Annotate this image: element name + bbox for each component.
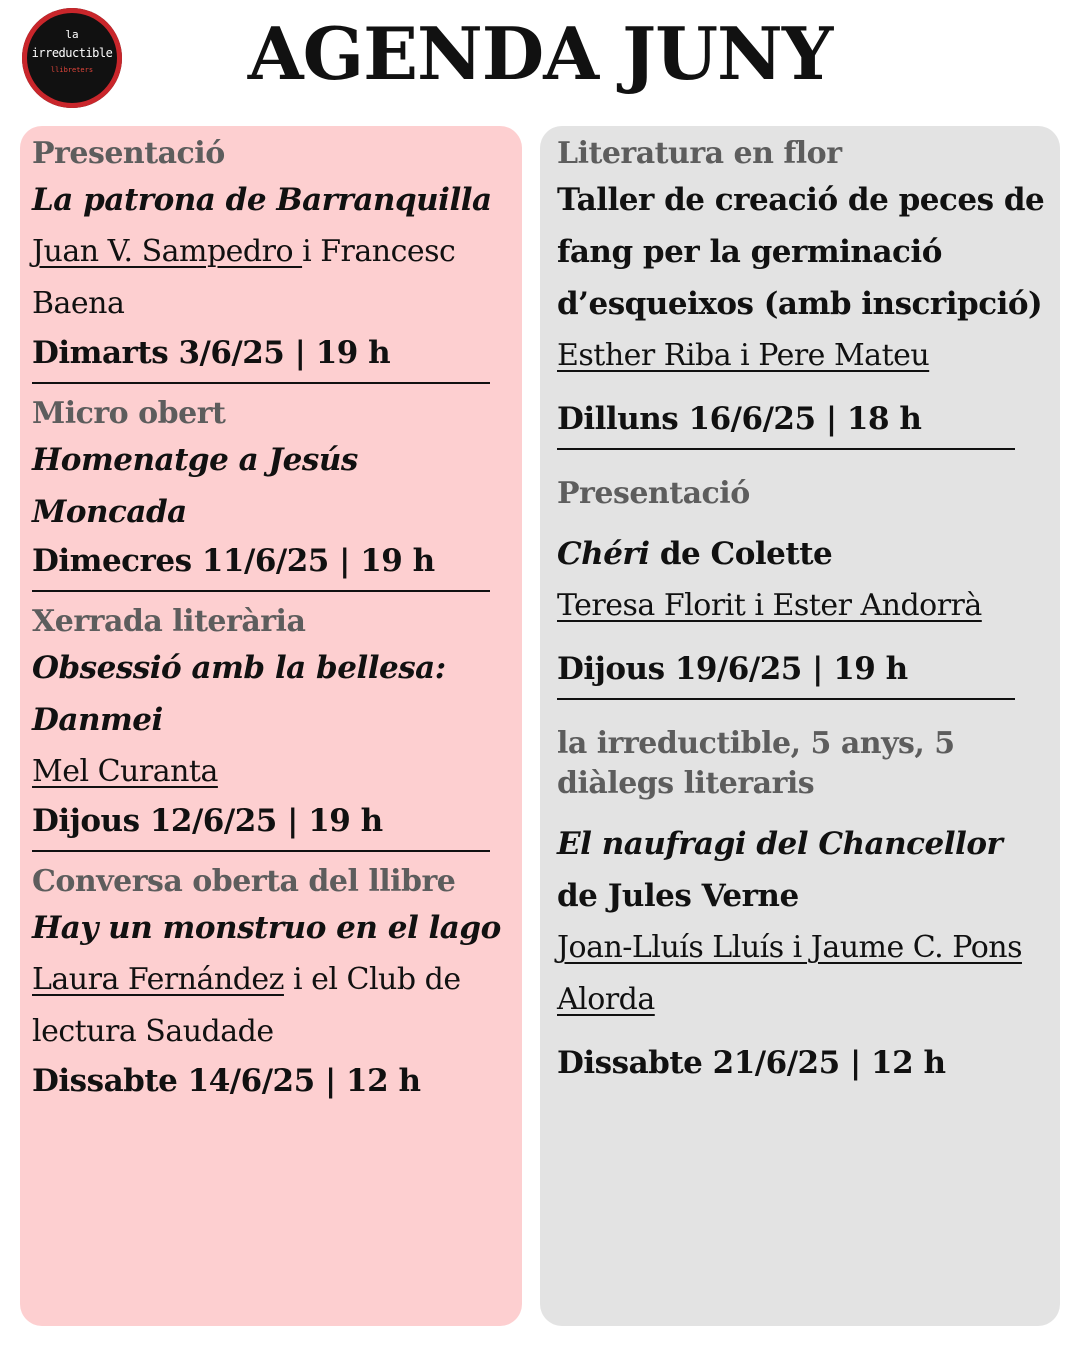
event-category: Presentació xyxy=(557,476,750,511)
event-date: Dimecres 11/6/25 | 19 h xyxy=(32,543,435,579)
event-work-title: Taller de creació de peces de fang per la germinació d’esqueixos (amb inscripció) xyxy=(557,182,1045,322)
event-date: Dijous 19/6/25 | 19 h xyxy=(557,651,908,687)
event-category: Conversa oberta del llibre xyxy=(32,864,456,899)
event-people xyxy=(557,922,1050,1026)
event-date: Dissabte 21/6/25 | 12 h xyxy=(557,1045,946,1081)
event-work-title xyxy=(557,528,1050,580)
divider xyxy=(557,448,1015,450)
event-people-rest: i el Club de lectura Saudade xyxy=(32,962,461,1049)
event-work-title: Homenatge a Jesús Moncada xyxy=(32,442,358,530)
event-work-title xyxy=(557,818,1050,922)
event-card xyxy=(557,474,1050,692)
event-category: Micro obert xyxy=(32,396,226,431)
event-category: Presentació xyxy=(32,136,225,171)
divider xyxy=(32,850,490,852)
event-people xyxy=(32,746,512,798)
event-card xyxy=(32,134,512,376)
event-date: Dimarts 3/6/25 | 19 h xyxy=(32,335,391,371)
event-work-title: Hay un monstruo en el lago xyxy=(32,910,501,946)
page-title: AGENDA JUNY xyxy=(247,11,833,96)
event-work-italic: El naufragi del Chancellor xyxy=(557,826,1003,862)
event-people-link[interactable]: Esther Riba i Pere Mateu xyxy=(557,338,930,373)
event-people-link[interactable]: Laura Fernández xyxy=(32,962,284,997)
event-people xyxy=(557,330,1050,382)
event-card xyxy=(557,724,1050,1086)
left-column xyxy=(20,126,522,1326)
logo-text-la: la xyxy=(65,28,79,41)
divider xyxy=(557,698,1015,700)
event-date: Dissabte 14/6/25 | 12 h xyxy=(32,1063,421,1099)
event-people-link[interactable]: Joan-Lluís Lluís i Jaume C. Pons Alorda xyxy=(557,930,1022,1017)
logo-text-sub: llibreters xyxy=(50,66,94,74)
divider xyxy=(32,382,490,384)
event-date: Dilluns 16/6/25 | 18 h xyxy=(557,401,922,437)
event-card xyxy=(32,602,512,844)
event-category: Xerrada literària xyxy=(32,604,306,639)
event-work-italic: Chéri xyxy=(557,536,650,572)
divider xyxy=(32,590,490,592)
event-people-link[interactable]: Juan V. Sampedro xyxy=(32,234,303,269)
event-people xyxy=(557,580,1050,632)
event-work-title: La patrona de Barranquilla xyxy=(32,182,492,218)
event-date: Dijous 12/6/25 | 19 h xyxy=(32,803,383,839)
event-work-title: Obsessió amb la bellesa: Danmei xyxy=(32,650,446,738)
event-card xyxy=(32,862,512,1104)
event-people-link[interactable]: Mel Curanta xyxy=(32,754,218,789)
event-people-link[interactable]: Teresa Florit i Ester Andorrà xyxy=(557,588,982,623)
event-people xyxy=(32,954,512,1058)
event-card xyxy=(32,394,512,584)
event-work-rest: de Colette xyxy=(649,536,833,572)
event-category: la irreductible, 5 anys, 5 diàlegs literaris xyxy=(557,726,955,801)
logo-text-name: irreductible xyxy=(31,46,113,60)
event-people-rest: i Francesc Baena xyxy=(32,234,456,321)
event-people xyxy=(32,226,512,330)
event-category: Literatura en flor xyxy=(557,136,842,171)
event-card xyxy=(557,134,1050,442)
right-column xyxy=(540,126,1060,1326)
bookshop-logo xyxy=(22,8,122,108)
event-work-rest: de Jules Verne xyxy=(557,878,799,914)
